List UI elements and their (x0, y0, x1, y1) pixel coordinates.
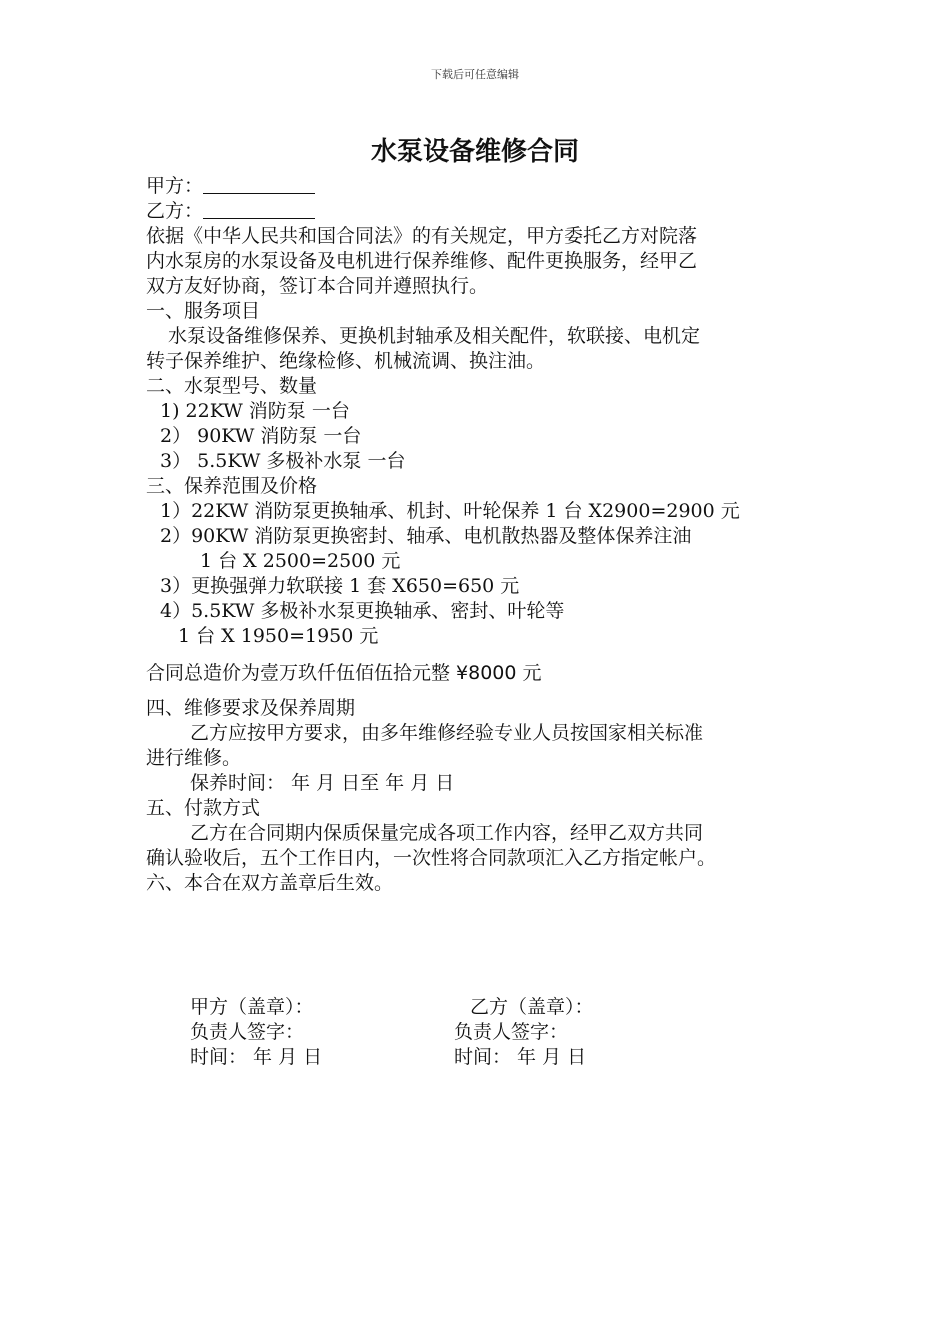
section-1-title: 一、服务项目 (146, 300, 261, 322)
intro-line: 双方友好协商，签订本合同并遵照执行。 (146, 275, 489, 297)
price-item-2-price: 1 台 X 2500=2500 元 (200, 550, 401, 572)
pump-model-item: 2） 90KW 消防泵 一台 (160, 425, 362, 447)
contract-body (146, 174, 811, 896)
section-4-line: 乙方应按甲方要求，由多年维修经验专业人员按国家相关标准 (190, 722, 704, 744)
section-2-title: 二、水泵型号、数量 (146, 375, 318, 397)
section-4-title: 四、维修要求及保养周期 (146, 697, 356, 719)
total-price-amount: ¥8000 元 (456, 662, 542, 684)
price-item-4: 4）5.5KW 多极补水泵更换轴承、密封、叶轮等 (160, 600, 565, 622)
section-3-title: 三、保养范围及价格 (146, 475, 318, 497)
signature-block (190, 995, 710, 1070)
maintenance-period: 保养时间： 年 月 日至 年 月 日 (190, 772, 455, 794)
party-a-line (146, 174, 811, 199)
party-b-line (146, 199, 811, 224)
price-item-1: 1）22KW 消防泵更换轴承、机封、叶轮保养 1 台 X2900=2900 元 (160, 500, 740, 522)
party-a-signer: 负责人签字： (190, 1021, 305, 1043)
pump-model-item: 1) 22KW 消防泵 一台 (160, 400, 350, 422)
section-4-line: 进行维修。 (146, 747, 242, 769)
pump-model-item: 3） 5.5KW 多极补水泵 一台 (160, 450, 406, 472)
party-b-seal: 乙方（盖章）： (470, 996, 594, 1018)
section-1-line: 转子保养维护、绝缘检修、机械流调、换注油。 (146, 350, 546, 372)
party-a-blank[interactable] (203, 175, 315, 194)
price-item-3: 3）更换强弹力软联接 1 套 X650=650 元 (160, 575, 520, 597)
party-a-time: 时间： 年 月 日 (190, 1046, 323, 1068)
party-b-time: 时间： 年 月 日 (454, 1046, 587, 1068)
section-5-title: 五、付款方式 (146, 797, 261, 819)
intro-line: 依据《中华人民共和国合同法》的有关规定，甲方委托乙方对院落 (146, 225, 698, 247)
party-b-signer: 负责人签字： (454, 1021, 569, 1043)
section-1-line: 水泵设备维修保养、更换机封轴承及相关配件，软联接、电机定 (168, 325, 701, 347)
total-price-line (146, 661, 811, 686)
intro-line: 内水泵房的水泵设备及电机进行保养维修、配件更换服务，经甲乙 (146, 250, 698, 272)
price-item-4-price: 1 台 X 1950=1950 元 (178, 625, 379, 647)
party-a-seal: 甲方（盖章）： (190, 996, 314, 1018)
section-5-line: 确认验收后，五个工作日内，一次性将合同款项汇入乙方指定帐户。 (146, 847, 717, 869)
total-price-text: 合同总造价为壹万玖仟伍佰伍拾元整 (146, 662, 457, 684)
section-6: 六、本合在双方盖章后生效。 (146, 872, 394, 894)
page-header: 下载后可任意编辑 (431, 68, 519, 81)
section-5-line: 乙方在合同期内保质保量完成各项工作内容，经甲乙双方共同 (190, 822, 704, 844)
document-title: 水泵设备维修合同 (370, 137, 579, 167)
party-a-label: 甲方： (146, 175, 204, 197)
price-item-2: 2）90KW 消防泵更换密封、轴承、电机散热器及整体保养注油 (160, 525, 692, 547)
party-b-label: 乙方： (146, 200, 204, 222)
party-b-blank[interactable] (203, 200, 315, 219)
